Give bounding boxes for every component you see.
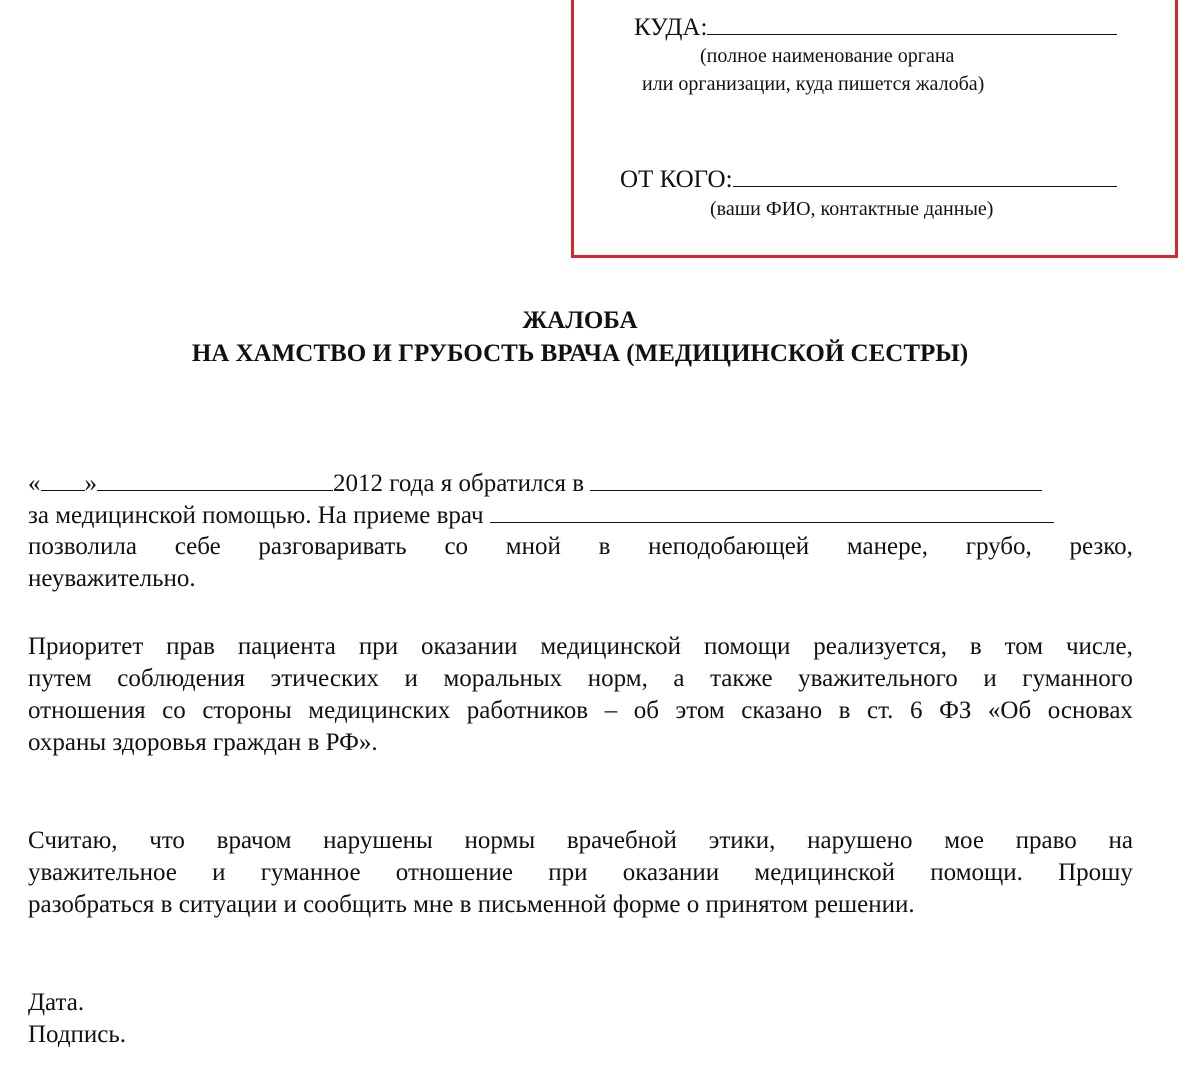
p2-line2 [28, 664, 1133, 694]
word: моральных [443, 665, 563, 692]
word: при [358, 633, 399, 660]
word: 6 [910, 697, 923, 724]
word: Прошу [1058, 859, 1133, 886]
month-blank [97, 468, 333, 491]
to-field [634, 12, 1117, 42]
word: медицинской [540, 633, 682, 660]
doc-subtitle: НА ХАМСТВО И ГРУБОСТЬ ВРАЧА (МЕДИЦИНСКОЙ СЕСТРЫ) [191, 340, 969, 367]
p1-line2 [28, 500, 1054, 531]
word: разговаривать [258, 533, 407, 560]
word: прав [166, 633, 215, 660]
word: норм, [587, 665, 648, 692]
word: об [633, 697, 659, 724]
word: соблюдения [117, 665, 245, 692]
p2-line1 [28, 632, 1133, 662]
word: а [673, 665, 685, 692]
word: отношение [395, 859, 513, 886]
signature-label: Подпись. [28, 1021, 127, 1048]
word: «Об [987, 697, 1032, 724]
from-label: ОТ КОГО: [620, 166, 733, 193]
word: в [969, 633, 982, 660]
p1-line1 [28, 468, 1042, 499]
word: грубо, [965, 533, 1032, 560]
word: со [162, 697, 186, 724]
word: оказании [420, 633, 518, 660]
to-label: КУДА: [634, 14, 708, 41]
to-blank-line [707, 12, 1117, 35]
word: со [444, 533, 469, 560]
word: в [838, 697, 851, 724]
from-blank-line [733, 164, 1117, 187]
word: Считаю, [28, 827, 118, 854]
word: нормы [464, 827, 536, 854]
word: числе, [1065, 633, 1133, 660]
word: уважительного [798, 665, 958, 692]
p3-line2 [28, 858, 1133, 888]
word: – [604, 697, 618, 724]
word: помощи. [930, 859, 1023, 886]
word: сказано [741, 697, 823, 724]
word: мое [944, 827, 984, 854]
p1-line2-text: за медицинской помощью. На приеме врач [28, 502, 484, 529]
word: в [598, 533, 611, 560]
from-note: (ваши ФИО, контактные данные) [710, 198, 994, 220]
from-field [620, 164, 1117, 194]
date-label: Дата. [28, 989, 85, 1016]
word: медицинских [308, 697, 451, 724]
day-blank [41, 468, 85, 491]
word: работников [466, 697, 589, 724]
word: том [1004, 633, 1044, 660]
word: позволила [28, 533, 137, 560]
word: манере, [846, 533, 928, 560]
word: отношения [28, 697, 146, 724]
close-quote: » [84, 470, 97, 497]
word: уважительное [28, 859, 177, 886]
word: этических [270, 665, 379, 692]
word: этом [675, 697, 725, 724]
word: путем [28, 665, 92, 692]
word: Приоритет [28, 633, 144, 660]
doctor-blank [490, 500, 1054, 523]
p3-line3: разобраться в ситуации и сообщить мне в письменной форме о принятом решении. [28, 891, 915, 918]
word: врачебной [566, 827, 677, 854]
word: и [983, 665, 997, 692]
open-quote: « [28, 470, 41, 497]
p3-line1 [28, 826, 1133, 856]
word: и [404, 665, 418, 692]
word: пациента [237, 633, 336, 660]
p1-line3 [28, 532, 1133, 562]
word: при [548, 859, 588, 886]
word: помощи [703, 633, 791, 660]
word: и [212, 859, 226, 886]
word: также [710, 665, 773, 692]
word: врачом [216, 827, 292, 854]
p2-line4: охраны здоровья граждан в РФ». [28, 729, 378, 756]
word: нарушены [323, 827, 433, 854]
word: ФЗ [939, 697, 972, 724]
word: резко, [1069, 533, 1133, 560]
year-text: 2012 года я обратился в [333, 470, 585, 497]
institution-blank [590, 468, 1042, 491]
to-note-line2: или организации, куда пишется жалоба) [642, 73, 985, 95]
word: что [149, 827, 185, 854]
word: право [1015, 827, 1077, 854]
doc-title: ЖАЛОБА [522, 307, 638, 334]
p1-line4: неуважительно. [28, 565, 196, 592]
word: стороны [202, 697, 292, 724]
word: нарушено [807, 827, 913, 854]
word: гуманного [1022, 665, 1133, 692]
word: ст. [867, 697, 894, 724]
word: основах [1047, 697, 1133, 724]
word: мной [505, 533, 561, 560]
word: гуманное [260, 859, 361, 886]
word: неподобающей [648, 533, 810, 560]
p2-line3 [28, 696, 1133, 726]
word: себе [174, 533, 221, 560]
to-note-line1: (полное наименование органа [700, 45, 955, 67]
word: реализуется, [813, 633, 947, 660]
word: медицинской [754, 859, 896, 886]
word: на [1108, 827, 1133, 854]
word: этики, [708, 827, 776, 854]
word: оказании [622, 859, 720, 886]
